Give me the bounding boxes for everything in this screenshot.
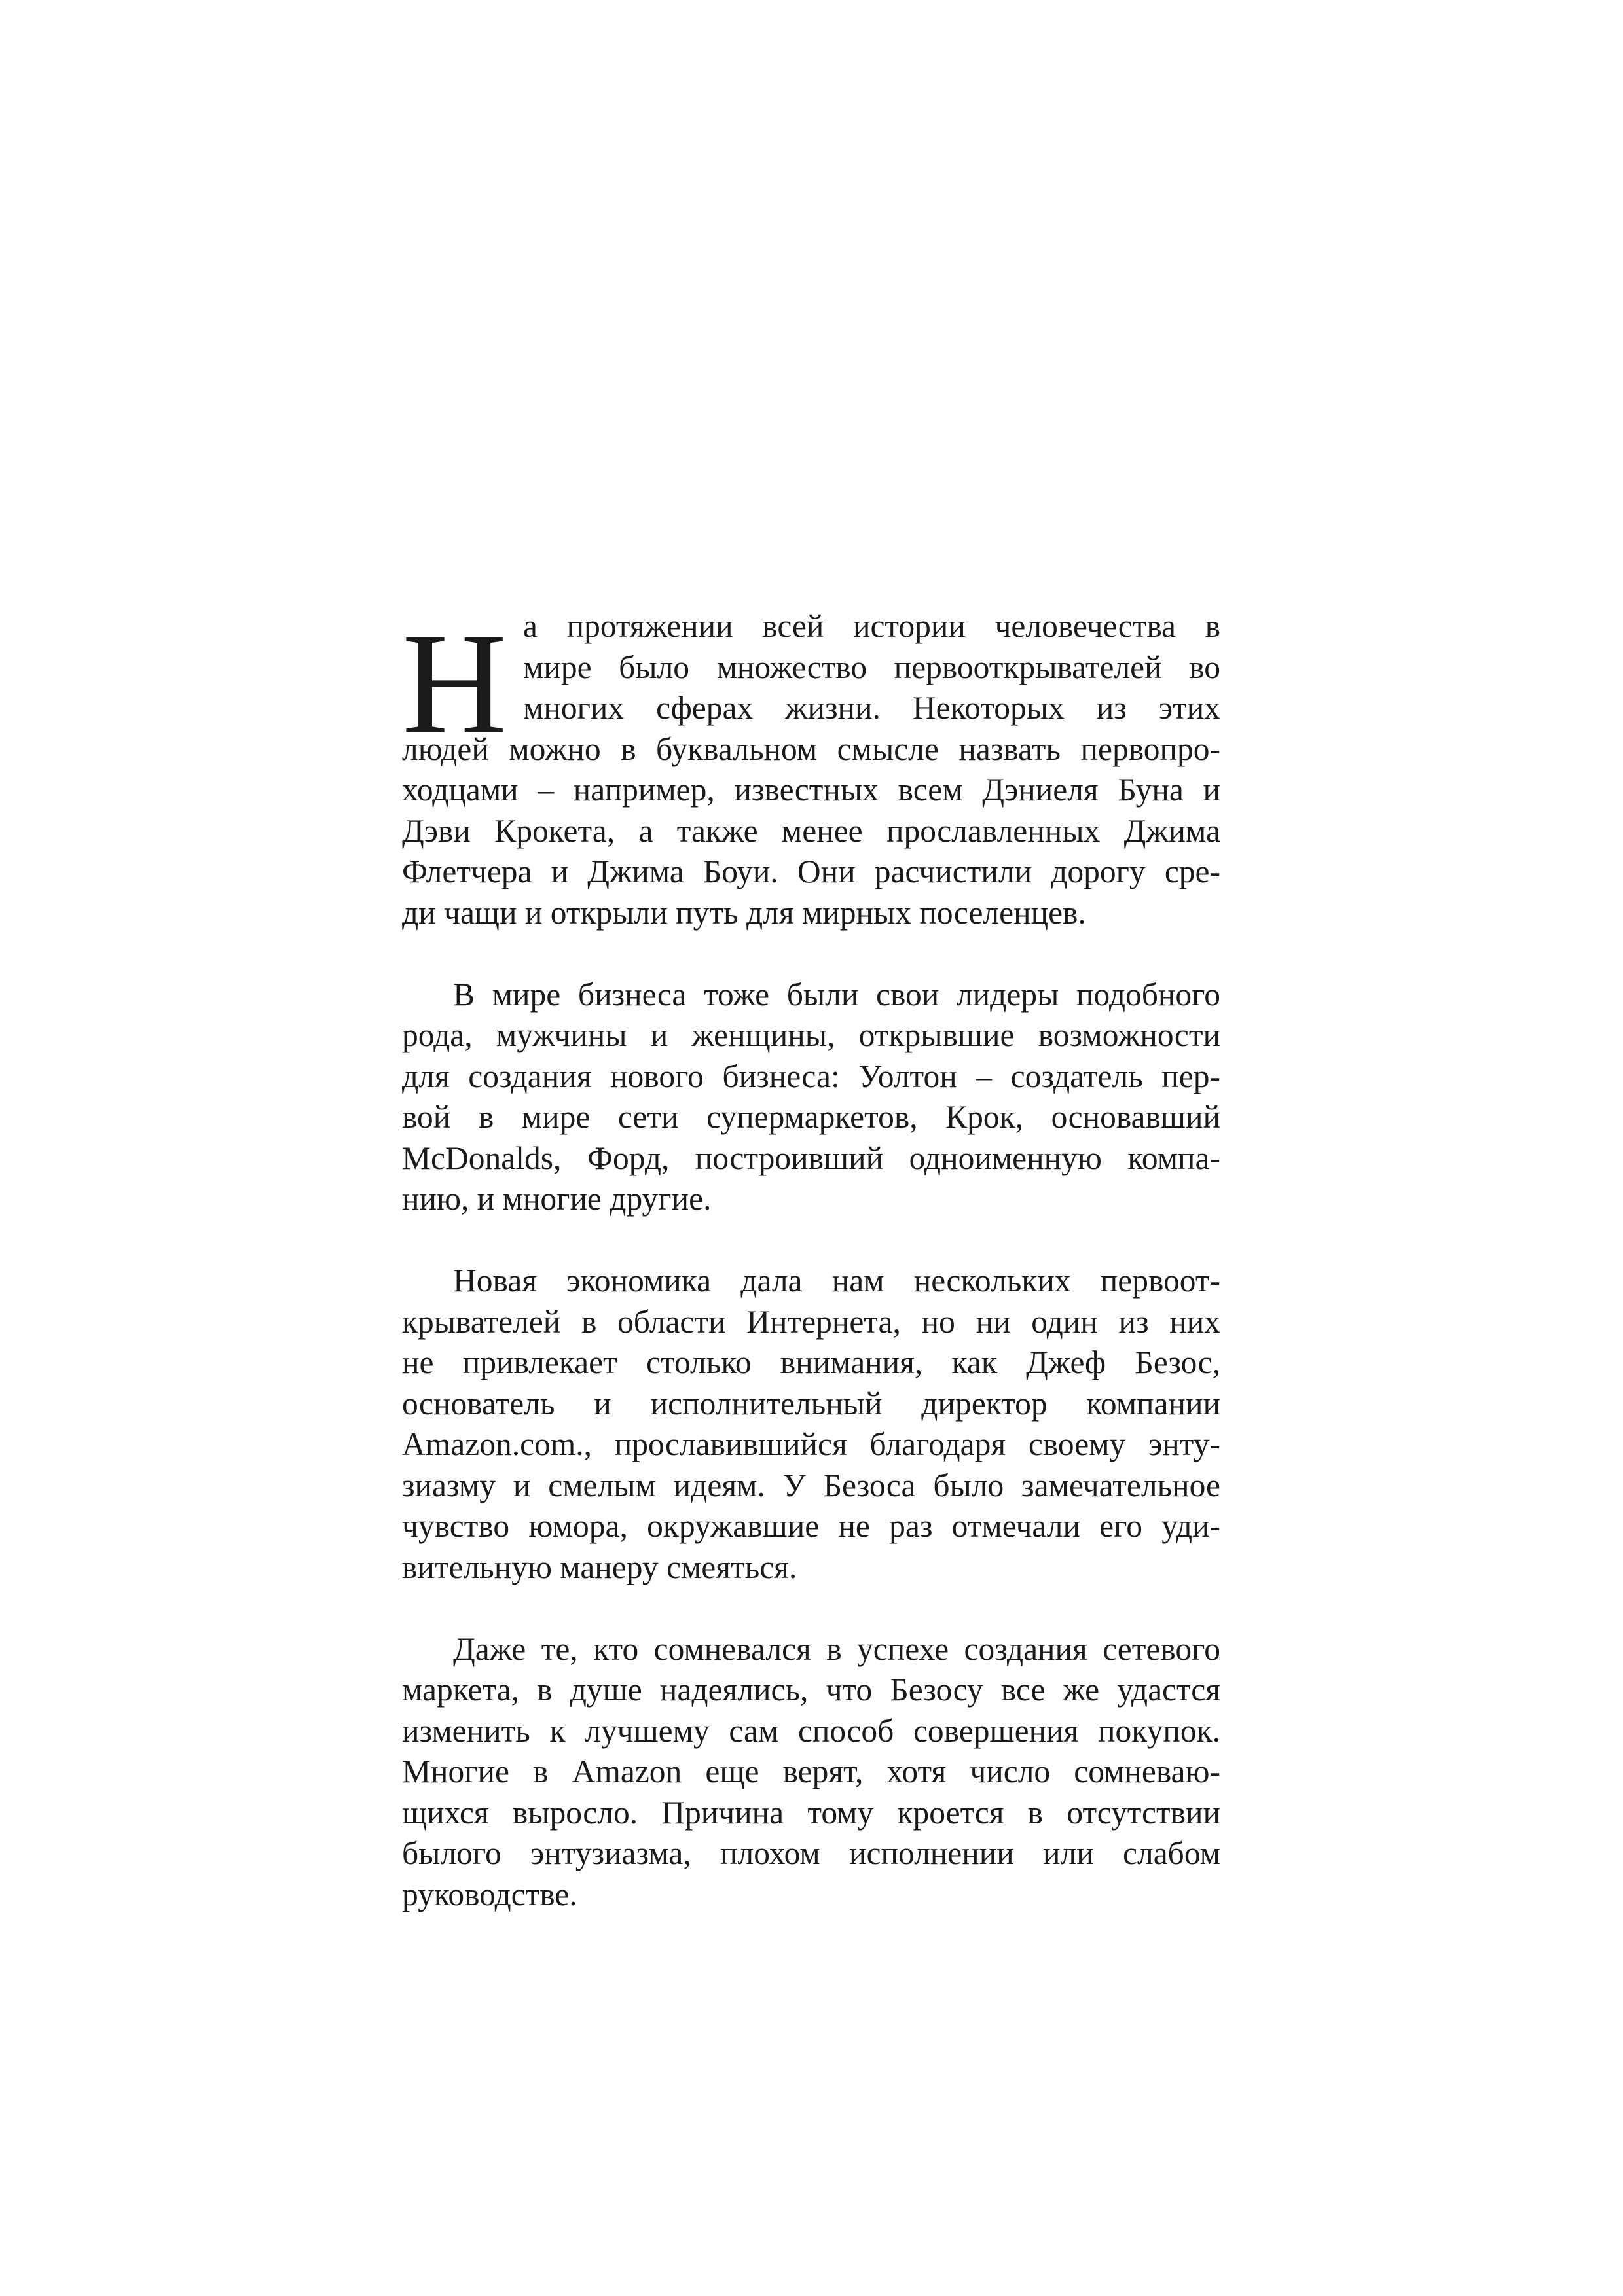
text-line: Флетчера и Джима Боуи. Они расчистили дорогу сре- (402, 853, 1220, 889)
paragraph-spacer (402, 1588, 1220, 1629)
text-line: вой в мире сети супермаркетов, Крок, основавший (402, 1099, 1220, 1135)
paragraph-spacer (402, 933, 1220, 975)
text-line: маркета, в душе надеялись, что Безосу все же удастся (402, 1672, 1220, 1708)
text-line: Даже те, кто сомневался в успехе создания сетевого (453, 1630, 1220, 1667)
text-line: зиазму и смелым идеям. У Безоса было замечательное (402, 1467, 1220, 1503)
text-line: McDonalds, Форд, построивший одноименную компа- (402, 1139, 1220, 1176)
text-line: Amazon.com., прославившийся благодаря своему энту- (402, 1426, 1220, 1462)
paragraph-spacer (402, 1220, 1220, 1261)
text-line: вительную манеру смеяться. (402, 1549, 797, 1585)
text-line: нию, и многие другие. (402, 1181, 712, 1217)
text-line: былого энтузиазма, плохом исполнении или слабом (402, 1835, 1220, 1871)
text-line: для создания нового бизнеса: Уолтон – создатель пер- (402, 1058, 1220, 1094)
text-line: Многие в Amazon еще верят, хотя число сомневаю- (402, 1753, 1220, 1789)
text-line: В мире бизнеса тоже были свои лидеры подобного (453, 976, 1220, 1013)
body-text (402, 603, 1220, 1915)
text-line: щихся выросло. Причина тому кроется в отсутствии (402, 1794, 1220, 1831)
text-line: изменить к лучшему сам способ совершения покупок. (402, 1712, 1220, 1749)
text-line: основатель и исполнительный директор компании (402, 1385, 1220, 1422)
text-line: чувство юмора, окружавшие не раз отмечали его уди- (402, 1508, 1220, 1544)
text-line: рода, мужчины и женщины, открывшие возможности (402, 1017, 1220, 1053)
text-line: ди чащи и открыли путь для мирных поселенцев. (402, 894, 1086, 931)
text-line: мире было множество первооткрывателей во (523, 649, 1220, 685)
text-line: не привлекает столько внимания, как Джеф Безос, (402, 1344, 1220, 1380)
drop-cap: Н (402, 603, 507, 764)
text-line: руководстве. (402, 1876, 577, 1912)
text-line: людей можно в буквальном смысле назвать первопро- (402, 730, 1220, 767)
text-line: крывателей в области Интернета, но ни один из них (402, 1303, 1220, 1340)
text-line: Дэви Крокета, а также менее прославленных Джима (402, 812, 1220, 849)
text-line: многих сферах жизни. Некоторых из этих (523, 690, 1220, 726)
text-line: а протяжении всей истории человечества в (523, 608, 1220, 644)
text-line: ходцами – например, известных всем Дэниеля Буна и (402, 772, 1220, 808)
text-line: Новая экономика дала нам нескольких первоот- (453, 1263, 1220, 1299)
